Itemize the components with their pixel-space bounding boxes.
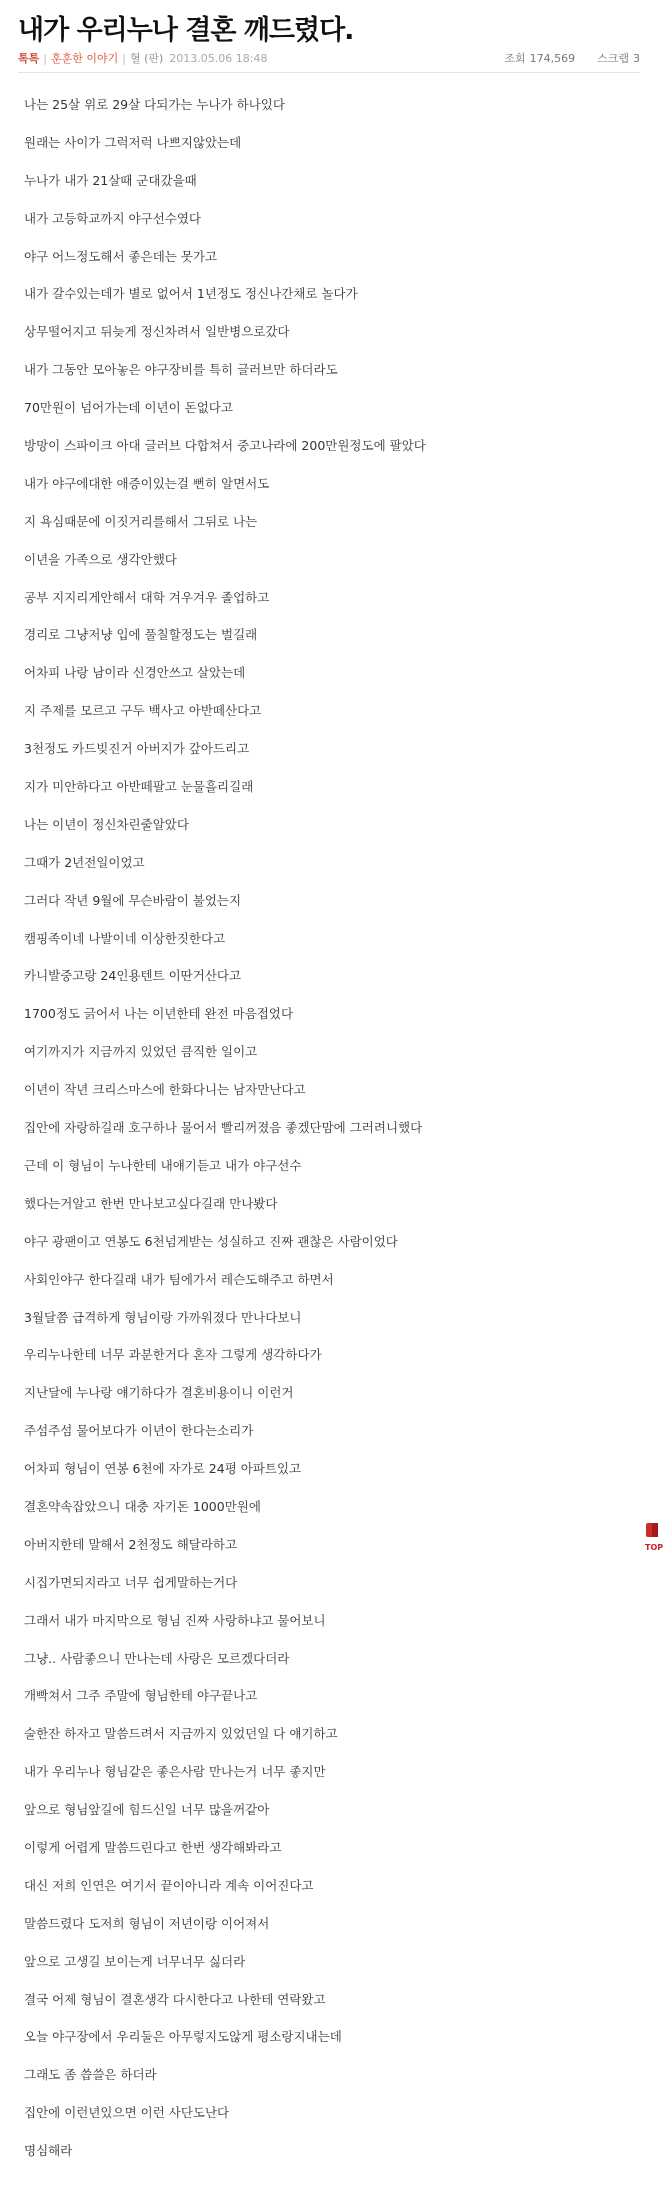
subcategory-link[interactable]: 훈훈한 이야기 — [50, 52, 119, 65]
content-line: 3월달쯤 급격하게 형님이랑 가까워졌다 만나다보니 — [24, 1309, 302, 1325]
content-line: 70만원이 넘어가는데 이년이 돈없다고 — [24, 400, 233, 416]
content-line: 어차피 나랑 남이라 신경안쓰고 살았는데 — [24, 665, 246, 681]
content-line: 카니발중고랑 24인용텐트 이딴거산다고 — [24, 968, 242, 984]
content-line: 그냥.. 사람좋으니 만나는데 사랑은 모르겠다더라 — [24, 1650, 290, 1666]
views-label: 조회 — [504, 52, 526, 65]
meta-separator: | — [122, 52, 126, 65]
content-line: 우리누나한테 너무 과분한거다 혼자 그렇게 생각하다가 — [24, 1347, 322, 1363]
author-name[interactable]: 혈 (판) — [129, 52, 164, 65]
content-line: 3천정도 카드빚진거 아버지가 갚아드리고 — [24, 741, 250, 757]
content-line: 이렇게 어렵게 말씀드린다고 한번 생각해봐라고 — [24, 1839, 282, 1855]
content-line: 경리로 그냥저냥 입에 풀칠할정도는 벌길래 — [24, 627, 258, 643]
content-line: 지가 미안하다고 아반떼팔고 눈물흘리길래 — [24, 779, 254, 795]
content-line: 여기까지가 지금까지 있었던 큼직한 일이고 — [24, 1044, 258, 1060]
content-line: 집안에 이런년있으면 이런 사단도난다 — [24, 2105, 230, 2121]
content-line: 내가 고등학교까지 야구선수였다 — [24, 210, 201, 226]
scrap-label: 스크랩 — [597, 52, 629, 65]
content-line: 지 욕심때문에 이짓거리를해서 그뒤로 나는 — [24, 513, 258, 529]
content-line: 내가 야구에대한 애증이있는걸 뻔히 알면서도 — [24, 475, 270, 491]
breadcrumb-separator: | — [43, 52, 47, 65]
top-label: TOP — [645, 1543, 663, 1552]
content-line: 그때가 2년전일이었고 — [24, 854, 145, 870]
content-line: 야구 어느정도해서 좋은데는 못가고 — [24, 248, 218, 264]
content-line: 명심해라 — [24, 2143, 73, 2159]
views-count: 174,569 — [529, 52, 576, 65]
post-stats — [500, 50, 640, 66]
content-line: 근데 이 형님이 누나한테 내얘기듣고 내가 야구선수 — [24, 1157, 302, 1173]
content-line: 그러다 작년 9월에 무슨바람이 불었는지 — [24, 892, 242, 908]
content-line: 했다는거알고 한번 만나보고싶다길래 만나봤다 — [24, 1195, 278, 1211]
content-line: 지난달에 누나랑 얘기하다가 결혼비용이니 이런거 — [24, 1385, 294, 1401]
content-line: 나는 25살 위로 29살 다되가는 누나가 하나있다 — [24, 97, 285, 112]
scrap-count: 3 — [633, 52, 640, 65]
content-line: 공부 지지리게안해서 대학 겨우겨우 졸업하고 — [24, 589, 270, 605]
content-line: 지 주제를 모르고 구두 백사고 아반떼산다고 — [24, 703, 262, 719]
content-line: 말씀드렸다 도저희 형님이 저년이랑 이어져서 — [24, 1915, 270, 1931]
content-line: 주섬주섬 물어보다가 이년이 한다는소리가 — [24, 1423, 254, 1439]
header-divider — [18, 72, 640, 73]
content-line: 그래도 좀 씁쓸은 하더라 — [24, 2067, 157, 2083]
content-line: 집안에 자랑하길래 호구하나 물어서 빨리꺼졌음 좋겠단맘에 그러려니했다 — [24, 1120, 423, 1136]
content-line: 시집가면되지라고 너무 쉽게말하는거다 — [24, 1574, 238, 1590]
content-line: 나는 이년이 정신차린줄알았다 — [24, 816, 189, 832]
content-line: 오늘 야구장에서 우리둘은 아무렇지도않게 평소랑지내는데 — [24, 2029, 342, 2045]
content-line: 원래는 사이가 그럭저럭 나쁘지않았는데 — [24, 134, 242, 150]
top-button[interactable] — [643, 1517, 663, 1563]
content-line: 이년을 가족으로 생각안했다 — [24, 551, 177, 567]
content-line: 그래서 내가 마지막으로 형님 진짜 사랑하냐고 물어보니 — [24, 1612, 326, 1628]
content-line: 앞으로 고생길 보이는게 너무너무 싫더라 — [24, 1953, 246, 1969]
content-line: 누나가 내가 21살때 군대갔을때 — [24, 172, 197, 188]
content-line: 아버지한테 말해서 2천정도 해달라하고 — [24, 1536, 238, 1552]
content-line: 내가 그동안 모아놓은 야구장비를 특히 글러브만 하더라도 — [24, 362, 338, 378]
content-line: 내가 갈수있는데가 별로 없어서 1년정도 정신나간채로 놀다가 — [24, 286, 358, 302]
content-line: 결혼약속잡았으니 대충 자기돈 1000만원에 — [24, 1498, 261, 1514]
content-line: 앞으로 형님앞길에 힘드신일 너무 많을꺼같아 — [24, 1802, 270, 1818]
content-line: 개빡쳐서 그주 주말에 형님한테 야구끝나고 — [24, 1688, 258, 1704]
content-line: 사회인야구 한다길래 내가 팀에가서 레슨도해주고 하면서 — [24, 1271, 334, 1287]
page-title: 내가 우리누나 결혼 깨드렸다. — [18, 15, 354, 46]
post-meta — [18, 50, 640, 68]
content-line: 상무떨어지고 뒤늦게 정신차려서 일반병으로갔다 — [24, 324, 290, 340]
post-body — [24, 92, 624, 2176]
content-line: 캠핑족이네 나발이네 이상한짓한다고 — [24, 930, 226, 946]
content-line: 이년이 작년 크리스마스에 한화다니는 남자만난다고 — [24, 1082, 306, 1098]
content-line: 1700정도 긁어서 나는 이년한테 완전 마음접었다 — [24, 1006, 294, 1022]
content-line: 술한잔 하자고 말씀드려서 지금까지 있었던일 다 얘기하고 — [24, 1726, 338, 1742]
cube-icon-shade — [652, 1523, 658, 1537]
content-line: 야구 광팬이고 연봉도 6천넘게받는 성실하고 진짜 괜찮은 사람이었다 — [24, 1233, 398, 1249]
content-line: 대신 저희 인연은 여기서 끝이아니라 계속 이어진다고 — [24, 1877, 314, 1893]
post-date: 2013.05.06 18:48 — [169, 52, 268, 65]
category-link[interactable]: 톡톡 — [18, 52, 40, 65]
content-line: 내가 우리누나 형님같은 좋은사람 만나는거 너무 좋지만 — [24, 1764, 326, 1780]
content-line: 방망이 스파이크 아대 글러브 다합쳐서 중고나라에 200만원정도에 팔았다 — [24, 438, 426, 454]
content-line: 어차피 형님이 연봉 6천에 자가로 24평 아파트있고 — [24, 1461, 302, 1477]
content-line: 결국 어제 형님이 결혼생각 다시한다고 나한테 연락왔고 — [24, 1991, 326, 2007]
